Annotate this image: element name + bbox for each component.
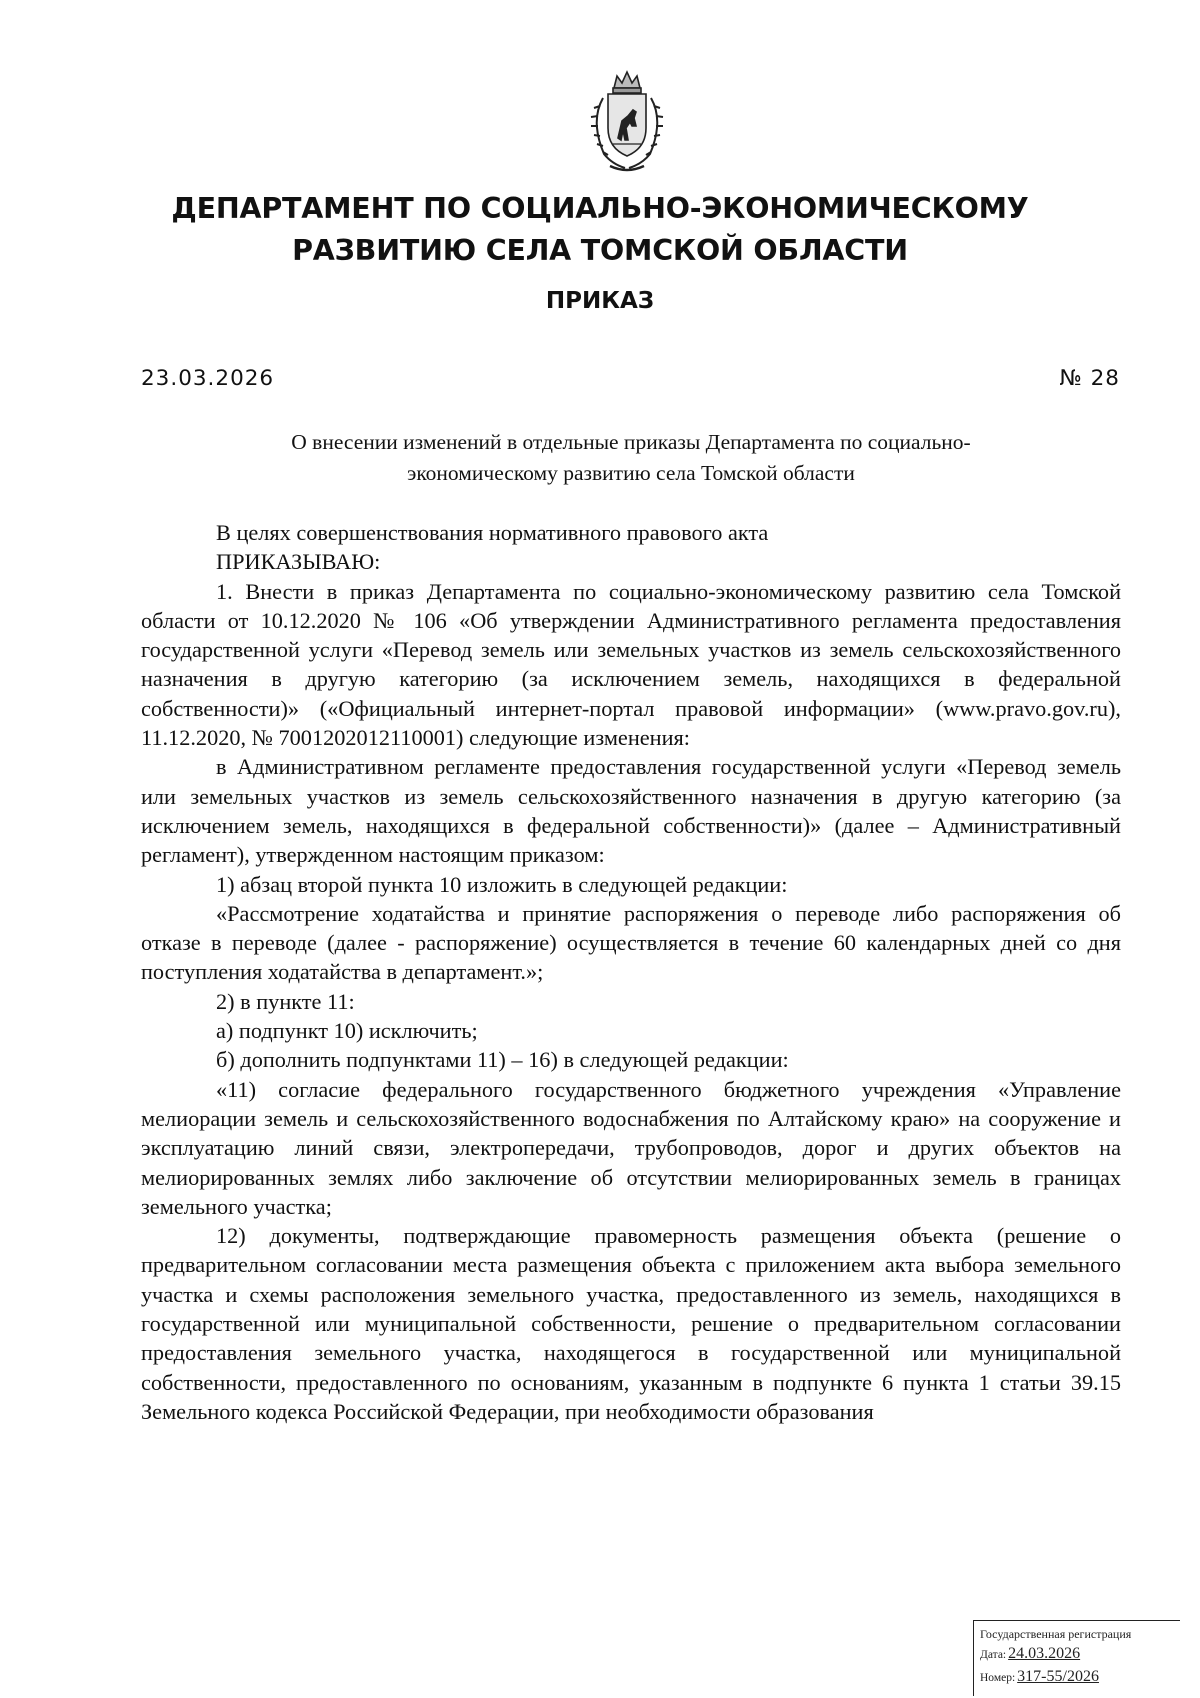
registration-stamp bbox=[973, 1620, 1180, 1696]
tomsk-region-coat-of-arms-icon bbox=[570, 66, 685, 178]
department-name-line1: ДЕПАРТАМЕНТ ПО СОЦИАЛЬНО-ЭКОНОМИЧЕСКОМУ bbox=[171, 192, 1029, 225]
paragraph-6: а) подпункт 10) исключить; bbox=[216, 1018, 478, 1044]
paragraph-8: «11) согласие федерального государственного бюджетного учреждения «Управление мелиорации земель и сельскохозяйственного водоснабжения по Алтайскому краю» на сооружение и эксплуатацию линий связи, электропередачи, трубопроводов, дорог и других объектов на мелиорированных землях либо заключение об отсутствии мелиорированных земель в границах земельного участка; bbox=[141, 1076, 1121, 1219]
order-body bbox=[141, 518, 1121, 1426]
paragraph-7: б) дополнить подпунктами 11) – 16) в следующей редакции: bbox=[216, 1047, 789, 1073]
paragraph-3: 1) абзац второй пункта 10 изложить в следующей редакции: bbox=[216, 871, 788, 897]
order-number: № 28 bbox=[1059, 366, 1120, 391]
paragraph-4: «Рассмотрение ходатайства и принятие распоряжения о переводе либо распоряжения об отказе в переводе (далее - распоряжение) осуществляется в течение 60 календарных дней со дня поступления ходатайства в департамент.»; bbox=[141, 900, 1121, 985]
order-subject-line2: экономическому развитию села Томской области bbox=[407, 461, 855, 485]
registration-date-row bbox=[980, 1643, 1174, 1666]
paragraph-1: 1. Внести в приказ Департамента по социально-экономическому развитию села Томской области от 10.12.2020 № 106 «Об утверждении Административного регламента предоставления государственной услуги «Перевод земель или земельных участков из земель сельскохозяйственного назначения в другую категорию (за исключением земель, находящихся в федеральной собственности)» («Официальный интернет-портал правовой информации» (www.pravo.gov.ru), 11.12.2020, № 7001202012110001) следующие изменения: bbox=[141, 578, 1121, 751]
order-date: 23.03.2026 bbox=[141, 366, 275, 391]
department-name-line2: РАЗВИТИЮ СЕЛА ТОМСКОЙ ОБЛАСТИ bbox=[292, 234, 908, 267]
order-subject bbox=[141, 427, 1121, 489]
registration-number-value: 317-55/2026 bbox=[1017, 1668, 1099, 1685]
paragraph-5: 2) в пункте 11: bbox=[216, 988, 355, 1014]
registration-number-label: Номер: bbox=[980, 1672, 1016, 1684]
paragraph-2: в Административном регламенте предоставления государственной услуги «Перевод земель или земельных участков из земель сельскохозяйственного назначения в другую категорию (за исключением земель, находящихся в федеральной собственности)» (далее – Административный регламент), утвержденном настоящим приказом: bbox=[141, 754, 1121, 868]
registration-date-label: Дата: bbox=[980, 1649, 1007, 1661]
registration-date-value: 24.03.2026 bbox=[1008, 1645, 1081, 1662]
preamble: В целях совершенствования нормативного правового акта bbox=[216, 520, 769, 545]
order-subject-line1: О внесении изменений в отдельные приказы Департамента по социально- bbox=[291, 430, 971, 454]
registration-title: Государственная регистрация bbox=[980, 1627, 1132, 1641]
document-type: ПРИКАЗ bbox=[545, 288, 655, 314]
order-word: ПРИКАЗЫВАЮ: bbox=[216, 549, 381, 575]
paragraph-9: 12) документы, подтверждающие правомерность размещения объекта (решение о предварительном согласовании места размещения объекта с приложением акта выбора земельного участка и схемы расположения земельного участка, предоставленного из земель, находящихся в государственной или муниципальной собственности, решение о предварительном согласовании предоставления земельного участка, находящегося в государственной или муниципальной собственности, предоставленного по основаниям, указанным в подпункте 6 пункта 1 статьи 39.15 Земельного кодекса Российской Федерации, при необходимости образования bbox=[141, 1223, 1121, 1424]
registration-number-row bbox=[980, 1666, 1174, 1689]
department-name bbox=[130, 188, 1070, 272]
